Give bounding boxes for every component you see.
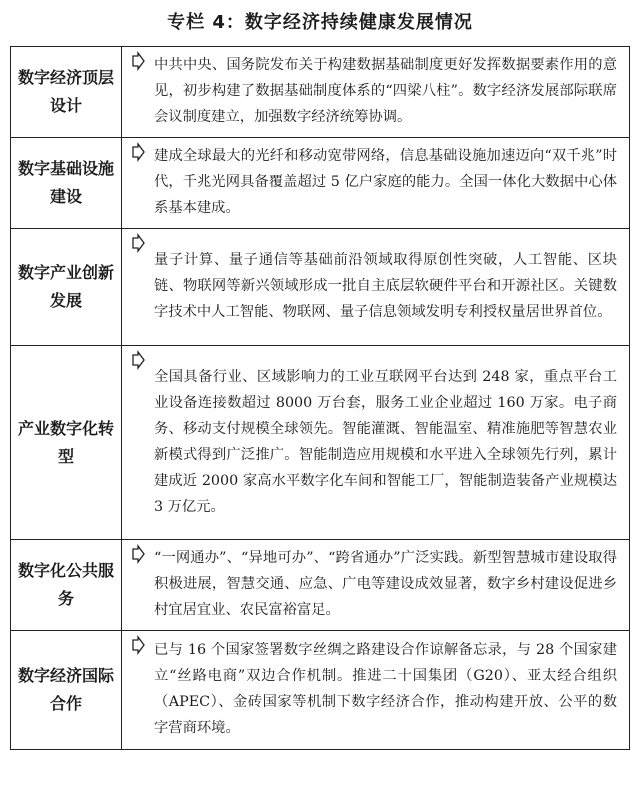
row-label: 数字产业创新发展 [11,229,122,346]
table-row [11,346,630,540]
page-title: 专栏 4：数字经济持续健康发展情况 [167,12,473,33]
row-content [122,631,630,750]
content-table [10,46,630,750]
row-label: 数字基础设施建设 [11,138,122,229]
row-content [122,138,630,229]
row-text: 已与 16 个国家签署数字丝绸之路建设合作谅解备忘录，与 28 个国家建立“丝路电商”双边合作机制。推进二十国集团（G20）、亚太经合组织（APEC）、金砖国家等机制下数字经济合作，推动构建开放、公平的数字营商环境。 [154,642,617,736]
row-label: 数字经济国际合作 [11,631,122,750]
row-label: 数字经济顶层设计 [11,47,122,138]
arrow-outline-icon [130,233,146,253]
row-label: 数字化公共服务 [11,540,122,631]
row-content [122,540,630,631]
arrow-outline-icon [130,51,146,71]
row-text: 中共中央、国务院发布关于构建数据基础制度更好发挥数据要素作用的意见，初步构建了数据基础制度体系的“四梁八柱”。数字经济发展部际联席会议制度建立，加强数字经济统筹协调。 [154,57,617,125]
arrow-outline-icon [130,350,146,370]
arrow-outline-icon [130,142,146,162]
table-row [11,138,630,229]
row-text: 建成全球最大的光纤和移动宽带网络，信息基础设施加速迈向“双千兆”时代，千兆光网具备覆盖超过 5 亿户家庭的能力。全国一体化大数据中心体系基本建成。 [154,148,617,216]
table-row [11,540,630,631]
row-text: 量子计算、量子通信等基础前沿领域取得原创性突破，人工智能、区块链、物联网等新兴领域形成一批自主底层软硬件平台和开源社区。关键数字技术中人工智能、物联网、量子信息领域发明专利授权量居世界首位。 [154,252,617,320]
row-text: “一网通办”、“异地可办”、“跨省通办”广泛实践。新型智慧城市建设取得积极进展，智慧交通、应急、广电等建设成效显著，数字乡村建设促进乡村宜居宜业、农民富裕富足。 [154,550,617,618]
row-content [122,346,630,540]
arrow-outline-icon [130,544,146,564]
table-row [11,229,630,346]
table-row [11,631,630,750]
row-content [122,47,630,138]
table-row [11,47,630,138]
arrow-outline-icon [130,635,146,655]
row-label: 产业数字化转型 [11,346,122,540]
row-text: 全国具备行业、区域影响力的工业互联网平台达到 248 家，重点平台工业设备连接数超过 8000 万台套，服务工业企业超过 160 万家。电子商务、移动支付规模全球领先。智能灌溉、智能温室、精准施肥等智慧农业新模式得到广泛推广。智能制造应用规模和水平进入全球领先行列，累计建成近 2000 家高水平数字化车间和智能工厂，智能制造装备产业规模达 3 万亿元。 [154,368,617,515]
row-content [122,229,630,346]
